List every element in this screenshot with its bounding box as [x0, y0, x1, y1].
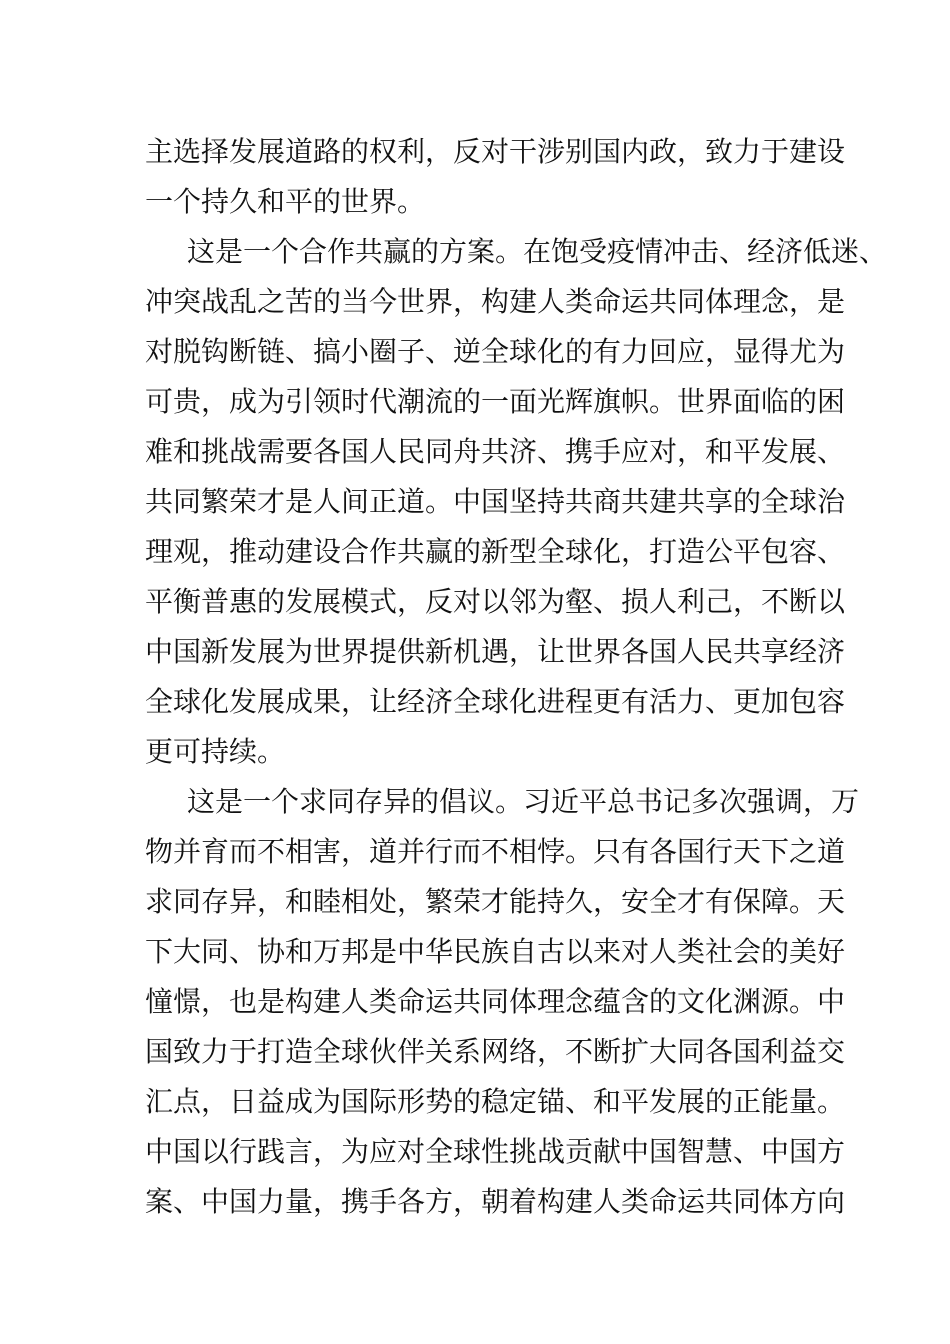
text-line: 求同存异，和睦相处，繁荣才能持久，安全才有保障。天: [145, 885, 846, 918]
text-line: 一个持久和平的世界。: [145, 185, 426, 218]
text-line: 物并育而不相害，道并行而不相悖。只有各国行天下之道: [145, 835, 846, 868]
text-line: 难和挑战需要各国人民同舟共济、携手应对，和平发展、: [145, 435, 846, 468]
text-line: 国致力于打造全球伙伴关系网络，不断扩大同各国利益交: [145, 1035, 846, 1068]
text-line: 可贵，成为引领时代潮流的一面光辉旗帜。世界面临的困: [145, 385, 846, 418]
paragraph-start-line: 这是一个求同存异的倡议。习近平总书记多次强调，万: [187, 785, 860, 818]
text-line: 憧憬，也是构建人类命运共同体理念蕴含的文化渊源。中: [145, 985, 846, 1018]
text-line: 对脱钩断链、搞小圈子、逆全球化的有力回应，显得尤为: [145, 335, 846, 368]
text-line: 中国以行践言，为应对全球性挑战贡献中国智慧、中国方: [145, 1135, 846, 1168]
text-line: 主选择发展道路的权利，反对干涉别国内政，致力于建设: [145, 135, 846, 168]
text-line: 全球化发展成果，让经济全球化进程更有活力、更加包容: [145, 685, 846, 718]
text-line: 共同繁荣才是人间正道。中国坚持共商共建共享的全球治: [145, 485, 846, 518]
text-line: 冲突战乱之苦的当今世界，构建人类命运共同体理念，是: [145, 285, 846, 318]
text-line: 下大同、协和万邦是中华民族自古以来对人类社会的美好: [145, 935, 846, 968]
text-line: 理观，推动建设合作共赢的新型全球化，打造公平包容、: [145, 535, 846, 568]
paragraph-start-line: 这是一个合作共赢的方案。在饱受疫情冲击、经济低迷、: [187, 235, 888, 268]
text-line: 汇点，日益成为国际形势的稳定锚、和平发展的正能量。: [145, 1085, 846, 1118]
text-line: 中国新发展为世界提供新机遇，让世界各国人民共享经济: [145, 635, 846, 668]
text-line: 平衡普惠的发展模式，反对以邻为壑、损人利己，不断以: [145, 585, 846, 618]
text-line: 更可持续。: [145, 735, 286, 768]
text-line: 案、中国力量，携手各方，朝着构建人类命运共同体方向: [145, 1185, 846, 1218]
